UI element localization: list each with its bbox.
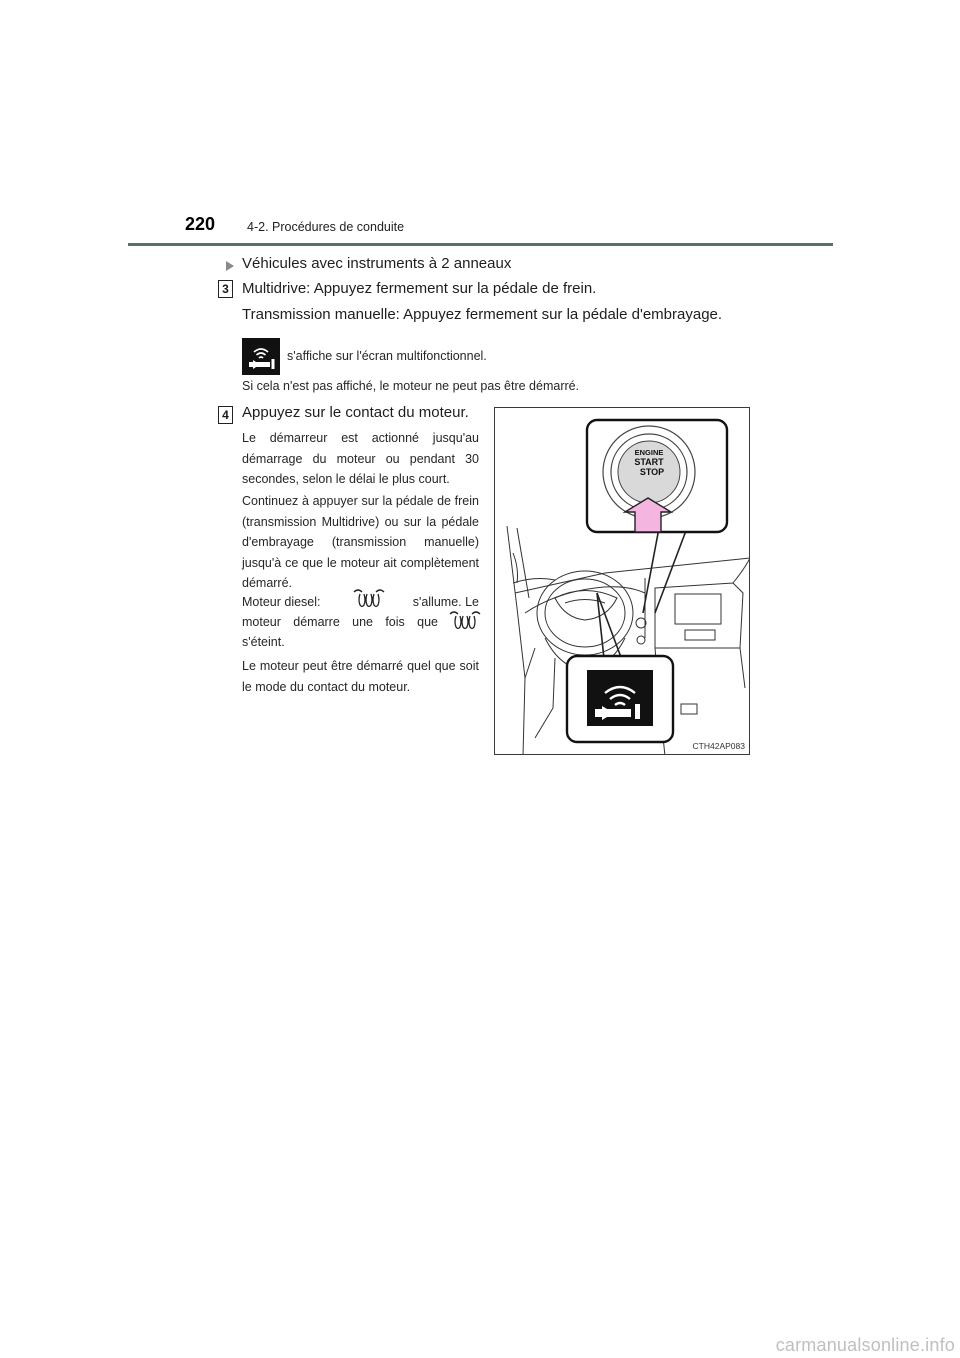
glow-plug-icon — [352, 588, 386, 608]
figure-code: CTH42AP083 — [692, 741, 745, 751]
step-3-badge: 3 — [218, 280, 233, 298]
lights-up-text: s'allume. Le — [412, 595, 479, 609]
engine-start-stop-button-label — [631, 448, 667, 477]
page-number: 220 — [185, 214, 216, 234]
step-3-line-1: Multidrive: Appuyez fermement sur la pédale de frein. — [242, 280, 597, 297]
smart-key-indicator-icon — [242, 338, 280, 375]
header-rule — [128, 243, 833, 246]
step-4-badge: 4 — [218, 406, 233, 424]
step-3-note: Si cela n'est pas affiché, le moteur ne peut pas être démarré. — [242, 379, 580, 393]
step-4-paragraph-2: Continuez à appuyer sur la pédale de frein (transmission Multidrive) ou sur la pédale d'embrayage (transmission manuelle) jusqu'à ce que le moteur ait complètement démarré. — [242, 494, 479, 590]
goes-off-text: s'éteint. — [242, 635, 285, 649]
step-4-paragraph-1: Le démarreur est actionné jusqu'au démarrage du moteur ou pendant 30 secondes, selon le délai le plus court. — [242, 431, 479, 486]
watermark: carmanualsonline.info — [775, 1335, 955, 1355]
section-title: 4-2. Procédures de conduite — [247, 220, 405, 234]
engine-starts-text: moteur démarre une fois que — [242, 615, 438, 629]
step-4-paragraph-4: Le moteur peut être démarré quel que soit le mode du contact du moteur. — [242, 659, 479, 694]
step-3-line-2: Transmission manuelle: Appuyez fermement sur la pédale d'embrayage. — [242, 306, 723, 323]
engine-start-illustration — [494, 407, 750, 755]
button-label-line-3: STOP — [639, 467, 665, 477]
button-label-line-2: START — [634, 457, 664, 467]
button-label-line-1: ENGINE — [634, 448, 664, 457]
triangle-right-icon — [225, 259, 235, 271]
vehicle-condition: Véhicules avec instruments à 2 anneaux — [242, 255, 512, 272]
step-4-title: Appuyez sur le contact du moteur. — [242, 404, 469, 421]
glow-plug-icon — [448, 610, 482, 630]
diesel-label: Moteur diesel: — [242, 595, 321, 609]
indicator-text: s'affiche sur l'écran multifonctionnel. — [287, 349, 487, 363]
